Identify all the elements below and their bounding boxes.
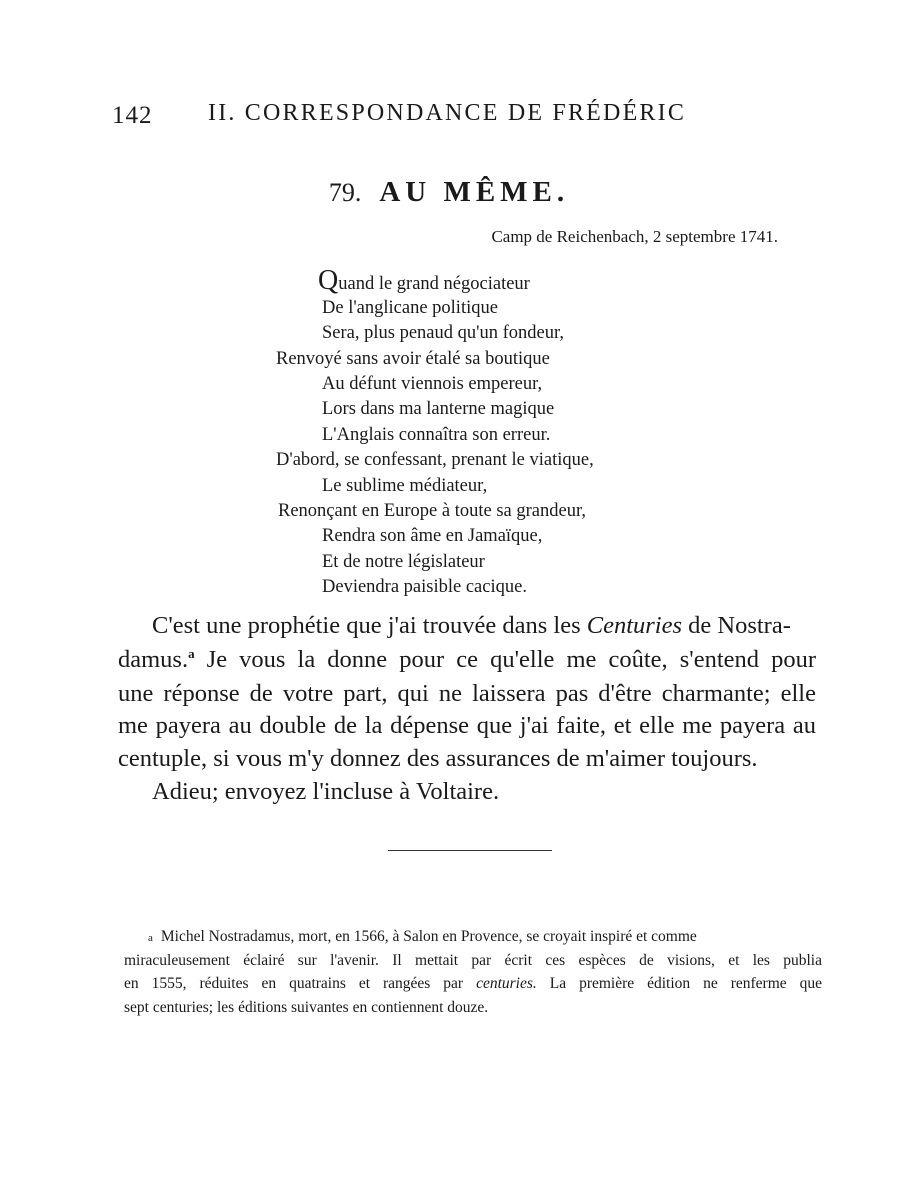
poem-line: Et de notre législateur: [322, 552, 485, 572]
body-line: Adieu; envoyez l'incluse à Voltaire.: [152, 778, 500, 805]
drop-cap: Q: [318, 265, 339, 296]
poem-line: Rendra son âme en Jamaïque,: [322, 526, 543, 546]
body-text: damus.: [118, 646, 189, 674]
letter-dateline: Camp de Reichenbach, 2 septembre 1741.: [491, 227, 778, 246]
poem-line: Renonçant en Europe à toute sa grandeur,: [278, 501, 586, 521]
poem-line: De l'anglicane politique: [322, 298, 498, 318]
poem-line: Deviendra paisible cacique.: [322, 577, 527, 597]
body-line: une réponse de votre part, qui ne laissera pas d'être charmante; elle: [118, 680, 816, 707]
book-title-italic: Centuries: [586, 612, 683, 639]
body-text: de Nostra-: [682, 612, 791, 639]
poem-line: Lors dans ma lanterne magique: [322, 399, 555, 419]
letter-heading: [0, 176, 900, 209]
body-line: centuple, si vous m'y donnez des assurances de m'aimer toujours.: [118, 745, 758, 772]
letter-number: 79.: [328, 178, 362, 207]
poem-line: Sera, plus penaud qu'un fondeur,: [322, 323, 565, 343]
poem-line: L'Anglais connaîtra son erreur.: [322, 425, 551, 445]
footnote-line: miraculeusement éclairé sur l'avenir. Il mettait par écrit ces espèces de visions, et les publia: [124, 952, 822, 969]
letter-title: AU MÊME.: [379, 176, 570, 208]
poem-line: Renvoyé sans avoir étalé sa boutique: [276, 349, 550, 369]
body-text: Je vous la donne pour ce qu'elle me coûte, s'entend pour: [194, 646, 816, 674]
footnote-line: [124, 975, 822, 993]
body-line: me payera au double de la dépense que j'ai faite, et elle me payera au: [118, 712, 816, 739]
poem-line: [318, 265, 530, 296]
poem-line: Au défunt viennois empereur,: [322, 374, 543, 394]
footnote-line: [148, 928, 697, 946]
poem-line: D'abord, se confessant, prenant le viatique,: [276, 450, 594, 470]
body-line: [152, 612, 791, 640]
body-line: [118, 646, 816, 674]
footnote-italic: centuries.: [476, 975, 537, 992]
running-head-title: II. CORRESPONDANCE DE FRÉDÉRIC: [208, 100, 687, 126]
footnote-text: La première édition ne renferme que: [536, 975, 822, 992]
footnote-reference: a: [188, 646, 195, 661]
footnote-marker: a: [148, 932, 153, 944]
page-number: 142: [112, 102, 153, 129]
body-text: C'est une prophétie que j'ai trouvée dans les: [152, 612, 587, 639]
poem-line: Le sublime médiateur,: [322, 476, 488, 496]
poem-line-text: uand le grand négociateur: [338, 274, 530, 294]
footnote-text: en 1555, réduites en quatrains et rangées par: [124, 975, 477, 992]
section-separator: [388, 850, 552, 851]
running-head: [112, 98, 712, 132]
footnote-text: Michel Nostradamus, mort, en 1566, à Salon en Provence, se croyait inspiré et comme: [160, 928, 697, 945]
footnote-line: sept centuries; les éditions suivantes en contiennent douze.: [124, 999, 489, 1016]
